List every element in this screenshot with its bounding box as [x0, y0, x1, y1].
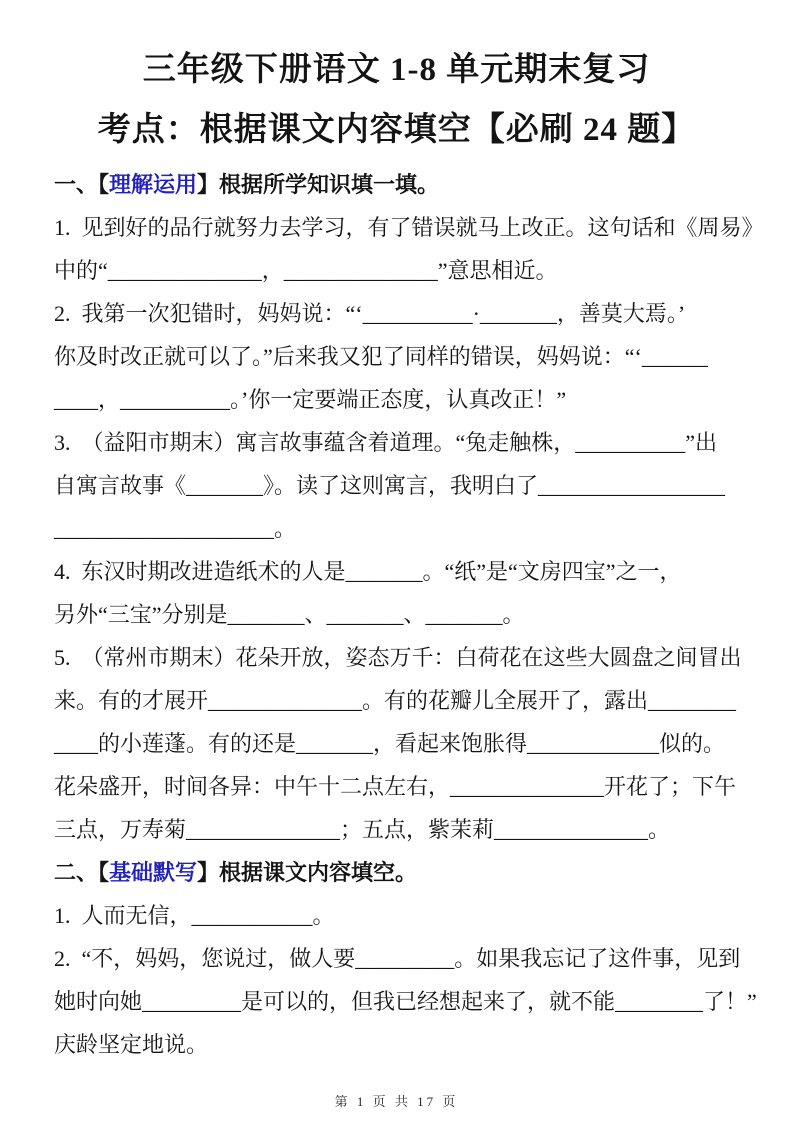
section2-number: 二、【	[54, 859, 110, 885]
text-line: 5. （常州市期末）花朵开放，姿态万千：白荷花在这些大圆盘之间冒出	[54, 644, 742, 670]
text-line: 她时向她_________是可以的，但我已经想起来了，就不能________了！”	[54, 988, 757, 1014]
section1-tag: 理解运用	[109, 171, 198, 197]
document-title-line1: 三年级下册语文 1-8 单元期末复习	[142, 52, 651, 88]
text-line: ____的小莲蓬。有的还是_______，看起来饱胀得____________似的。	[54, 730, 726, 756]
text-line: 3. （益阳市期末）寓言故事蕴含着道理。“兔走触株，__________”出	[54, 429, 718, 455]
text-line: 1. 人而无信，___________。	[54, 902, 335, 928]
document-header	[0, 0, 793, 149]
text-line: 庆龄坚定地说。	[54, 1031, 209, 1057]
text-line: 4. 东汉时期改进造纸术的人是_______。“纸”是“文房四宝”之一，	[54, 558, 682, 584]
text-line: 2. “不，妈妈，您说过，做人要_________。如果我忘记了这件事，见到	[54, 945, 741, 971]
section1-instruction: 】根据所学知识填一填。	[197, 171, 440, 197]
text-line: 2. 我第一次犯错时，妈妈说：“‘__________·_______，善莫大焉。’	[54, 300, 686, 326]
page-number-footer: 第 1 页 共 17 页	[334, 1094, 459, 1109]
text-line: ____，__________。’你一定要端正态度，认真改正！”	[54, 386, 567, 412]
text-line: 三点，万寿菊______________；五点，紫茉莉______________。	[54, 816, 671, 842]
text-line: 花朵盛开，时间各异：中午十二点左右，______________开花了；下午	[54, 773, 737, 799]
section2-tag: 基础默写	[109, 859, 198, 885]
text-line: 中的“______________，______________”意思相近。	[54, 257, 558, 283]
text-line: 另外“三宝”分别是_______、_______、_______。	[54, 601, 525, 627]
section2-instruction: 】根据课文内容填空。	[197, 859, 418, 885]
text-line: ____________________。	[54, 515, 297, 541]
text-line: 1. 见到好的品行就努力去学习，有了错误就马上改正。这句话和《周易》	[54, 214, 764, 240]
section1-header	[54, 163, 749, 206]
text-line: 来。有的才展开______________。有的花瓣儿全展开了，露出________	[54, 687, 737, 713]
document-title-line2: 考点：根据课文内容填空【必刷 24 题】	[97, 112, 696, 149]
text-line: 自寓言故事《_______》。读了这则寓言，我明白了_________________	[54, 472, 726, 498]
section2-header	[54, 851, 749, 894]
section1-number: 一、【	[54, 171, 110, 197]
document-body	[0, 149, 793, 1066]
text-line: 你及时改正就可以了。”后来我又犯了同样的错误，妈妈说：“‘______	[54, 343, 708, 369]
